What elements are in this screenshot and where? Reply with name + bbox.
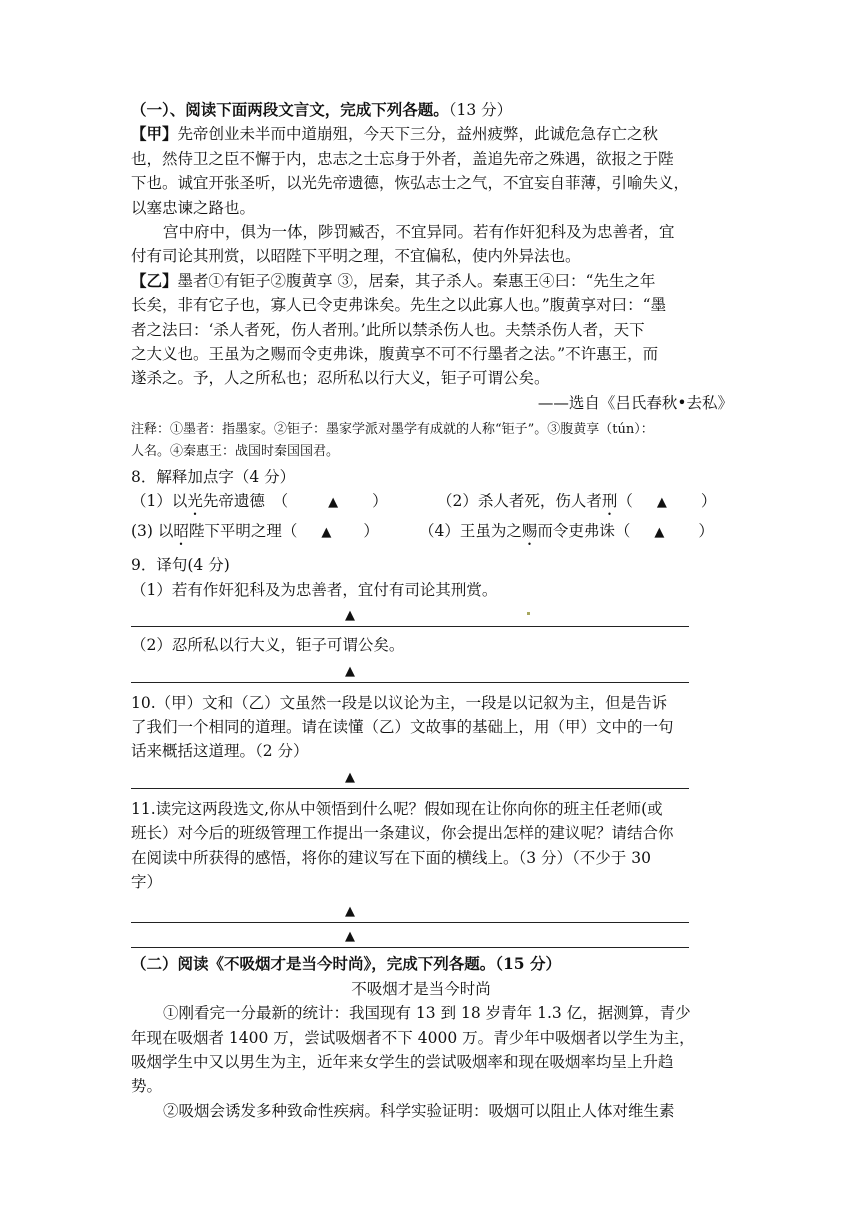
q8-item-4-close: ） [698,522,714,541]
q11-line-4: 字） [131,872,163,891]
q9-sentence-2: （2）忍所私以行大义，钜子可谓公矣。 [131,636,405,655]
q10-line-2: 了我们一个相同的道理。请在读懂（乙）文故事的基础上，用（甲）文中的一句 [131,718,674,737]
yi-line-2: 长矣，非有它子也，寡人已令吏弗诛矣。先生之以此寡人也。”腹黄享对曰：“墨 [131,296,667,315]
article-p1-line-4: 势。 [131,1077,163,1096]
q8-item-4 [419,519,714,549]
section1-heading-line [131,98,741,122]
q8-item-2 [437,489,716,519]
q8-item-4-dot: 赐 [521,522,538,541]
answer-marker[interactable]: ▲ [328,495,339,511]
q8-title: 8．解释加点字（4 分） [131,468,296,487]
q8-item-3 [131,519,419,549]
notes-line-2: 人名。④秦惠王：战国时秦国国君。 [131,444,340,460]
answer-marker[interactable]: ▲ [654,525,665,541]
section1-heading: （一）、阅读下面两段文言文，完成下列各题。 [131,100,449,119]
q8-item-3-dot: 昭 [173,522,189,541]
section1-score: （13 分） [448,101,513,119]
section2-heading: （二）阅读《不吸烟才是当今时尚》，完成下列各题。（15 分） [131,954,561,974]
q8-item-2-dot: 刑 [601,492,618,511]
article-p1-line-1: ①刚看完一分最新的统计：我国现有 13 到 18 岁青年 1.3 亿，据测算，青少 [163,1004,691,1023]
q8-row-2 [131,519,741,549]
exam-page [131,98,741,1123]
answer-marker: ▲ [345,929,355,945]
q8-item-1-post: 先帝遗德 （ [202,492,289,511]
q8-row-1 [131,489,741,519]
notes-line-1: 注释：①墨者：指墨家。②钜子：墨家学派对墨学有成就的人称“钜子”。③腹黄享（tún）： [131,422,654,438]
jia-text: 先帝创业未半而中道崩殂，今天下三分，益州疲弊，此诚危急存亡之秋 [177,125,659,144]
answer-marker: ▲ [345,904,355,920]
q9-title: 9．译句(4 分) [131,556,230,575]
yi-line-4: 之大义也。王虽为之赐而令吏弗诛，腹黄享不可不行墨者之法。”不许惠王，而 [131,344,659,363]
q8-item-1-dot: 光 [187,492,203,511]
q8-item-4-pre: （4）王虽为之 [419,522,522,541]
q10-line-3: 话来概括这道理。（2 分） [131,742,309,761]
q9-answer-line-2[interactable] [131,658,689,683]
jia-line-2: 也，然侍卫之臣不懈于内，忠志之士忘身于外者，盖追先帝之殊遇，欲报之于陛 [131,149,674,168]
q9-answer-line-1[interactable] [131,602,689,627]
source-citation: ——选自《吕氏春秋•去私》 [537,393,733,412]
q8-item-3-close: ） [363,522,379,541]
q8-item-3-pre: (3) 以 [131,522,174,541]
answer-marker: ▲ [345,608,355,624]
q8-item-2-pre: （2）杀人者死，伤人者 [437,492,602,511]
yi-line-1 [131,269,741,293]
q8-item-2-post: （ [617,492,633,511]
q8-item-3-post: 陛下平明之理（ [188,522,298,541]
q8-item-4-post: 而令吏弗诛（ [537,522,631,541]
yi-line-5: 遂杀之。予，人之所私也；忍所私以行大义，钜子可谓公矣。 [131,369,550,388]
article-title: 不吸烟才是当今时尚 [351,979,491,998]
q9-sentence-1: （1）若有作奸犯科及为忠善者，宜付有司论其刑赏。 [131,580,498,599]
q8-item-1-close: ） [372,492,388,511]
answer-marker: ▲ [345,769,355,785]
q8-item-1 [131,489,437,519]
q10-line-1: 10.（甲）文和（乙）文虽然一段是以议论为主，一段是以记叙为主，但是告诉 [131,693,668,712]
jia-line-4: 以塞忠谏之路也。 [131,198,256,217]
q11-answer-line-2[interactable] [131,923,689,948]
jia-label: 【甲】 [131,124,178,144]
q8-item-2-close: ） [700,492,717,511]
yi-text: 墨者①有钜子②腹黄享 ③，居秦，其子杀人。秦惠王④曰：“先生之年 [177,271,656,290]
stray-dot [527,612,530,615]
q10-answer-line[interactable] [131,764,689,789]
yi-line-3: 者之法曰：‘杀人者死，伤人者刑。’此所以禁杀伤人也。夫禁杀伤人者，天下 [131,320,645,339]
answer-marker[interactable]: ▲ [321,525,332,541]
answer-marker: ▲ [345,663,355,679]
q11-line-2: 班长）对今后的班级管理工作提出一条建议，你会提出怎样的建议呢？请结合你 [131,824,674,843]
q8-item-1-pre: （1）以 [131,492,188,511]
jia-p2-line-2: 付有司论其刑赏，以昭陛下平明之理，不宜偏私，使内外异法也。 [131,247,581,266]
answer-marker[interactable]: ▲ [656,495,667,511]
jia-line-1 [131,122,741,146]
q11-line-1: 11.读完这两段选文,你从中领悟到什么呢？假如现在让你向你的班主任老师(或 [131,799,663,818]
q11-answer-line-1[interactable] [131,898,689,923]
article-p2-line-1: ②吸烟会诱发多种致命性疾病。科学实验证明：吸烟可以阻止人体对维生素 [163,1101,675,1120]
article-p1-line-3: 吸烟学生中又以男生为主，近年来女学生的尝试吸烟率和现在吸烟率均呈上升趋 [131,1052,674,1071]
jia-line-3: 下也。诚宜开张圣听，以光先帝遗德，恢弘志士之气，不宜妄自菲薄，引喻失义， [131,174,690,193]
q11-line-3: 在阅读中所获得的感悟，将你的建议写在下面的横线上。（3 分）（不少于 30 [131,848,651,867]
jia-p2-line-1: 宫中府中，俱为一体，陟罚臧否，不宜异同。若有作奸犯科及为忠善者，宜 [163,222,675,241]
yi-label: 【乙】 [131,270,178,290]
article-p1-line-2: 年现在吸烟者 1400 万，尝试吸烟者不下 4000 万。青少年中吸烟者以学生为主， [131,1028,695,1047]
